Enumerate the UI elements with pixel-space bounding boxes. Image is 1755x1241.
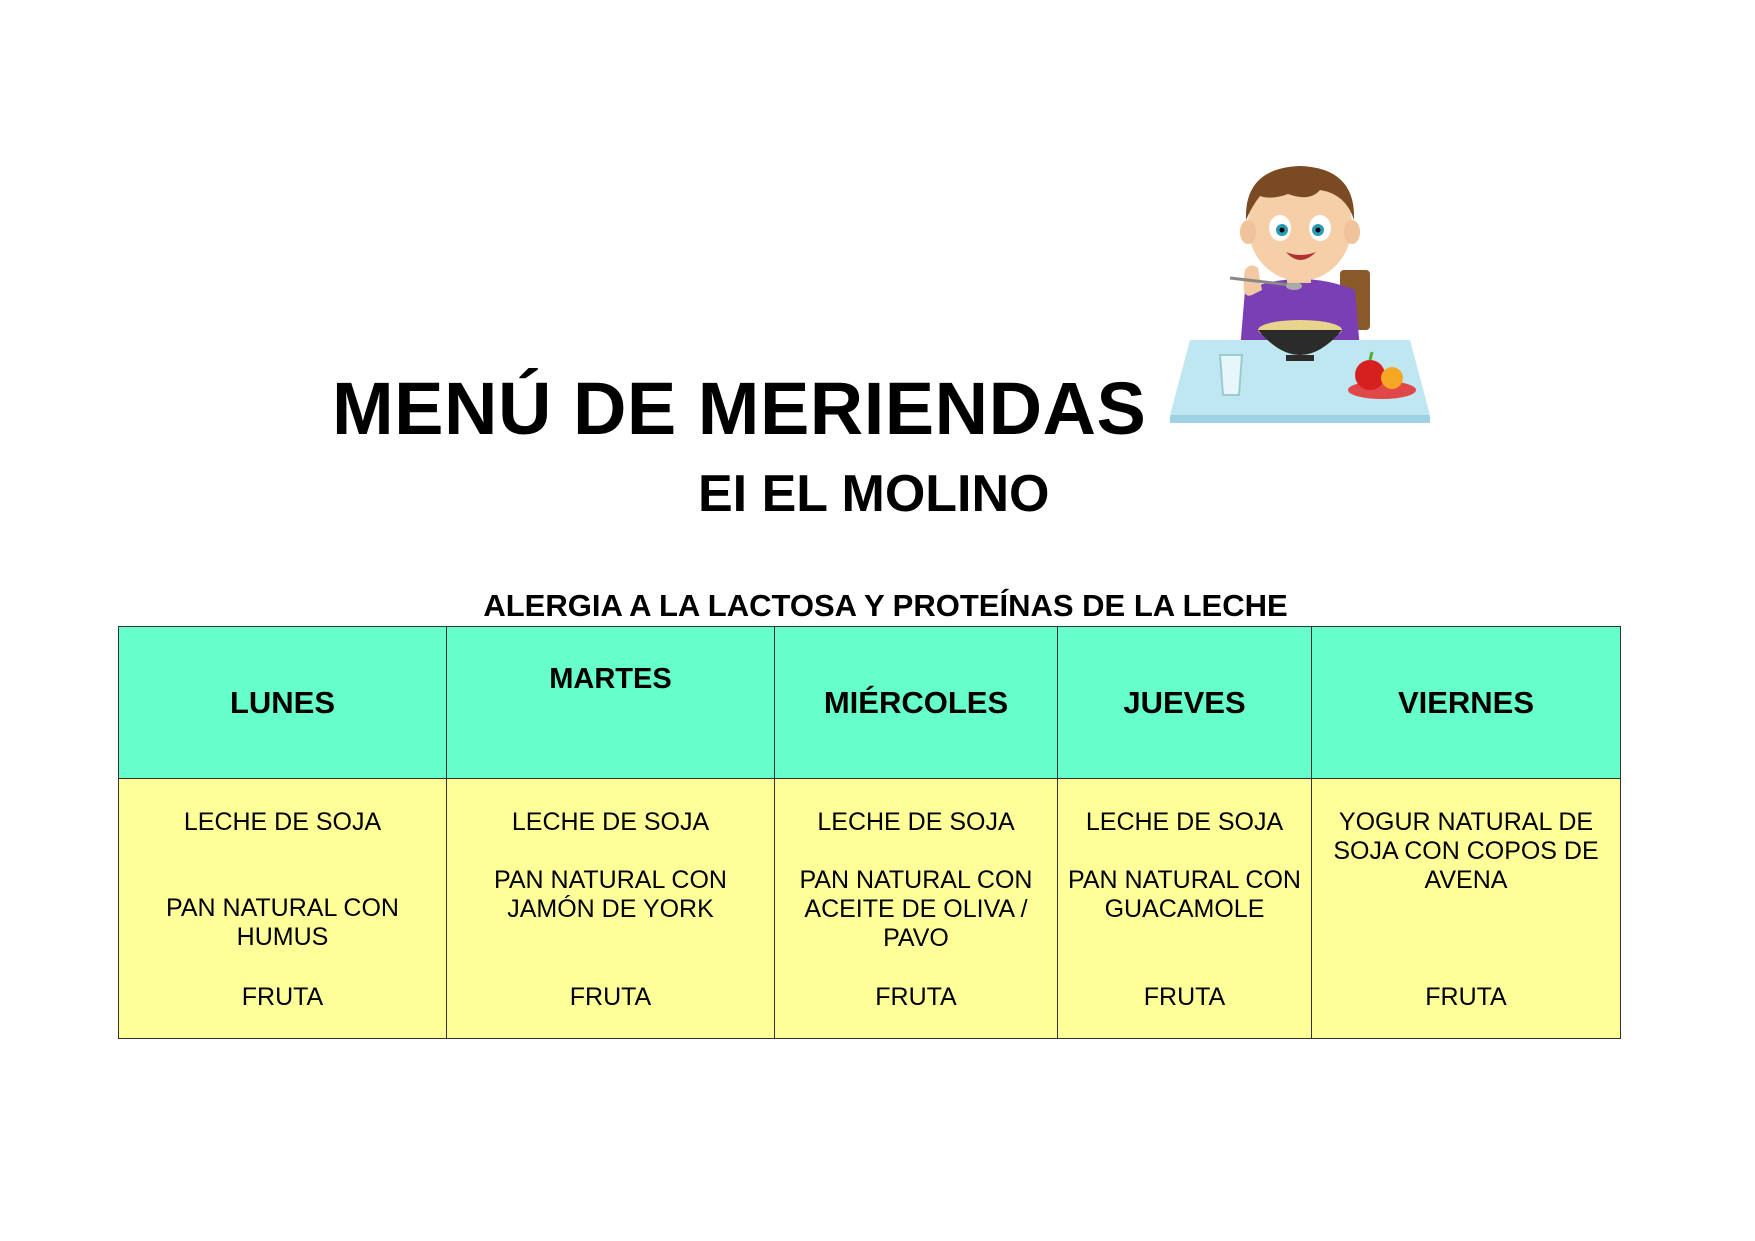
menu-item: FRUTA (569, 983, 652, 1011)
menu-item: LECHE DE SOJA (817, 808, 1015, 836)
menu-item: YOGUR NATURAL DE SOJA CON COPOS DE AVENA (1333, 808, 1599, 894)
child-eating-illustration (1160, 150, 1440, 450)
table-header-row (119, 627, 1621, 779)
menu-item: FRUTA (875, 983, 957, 1011)
menu-item: FRUTA (1143, 983, 1226, 1011)
day-cell-martes (447, 779, 775, 1039)
table-body-row (119, 779, 1621, 1039)
menu-item: PAN NATURAL CON HUMUS (166, 894, 399, 951)
day-header-viernes: VIERNES (1312, 627, 1621, 779)
day-cell-miercoles (775, 779, 1058, 1039)
day-cell-viernes (1312, 779, 1621, 1039)
day-cell-jueves (1058, 779, 1312, 1039)
menu-item: LECHE DE SOJA (511, 808, 710, 836)
snack-menu-table (118, 626, 1621, 1039)
menu-item: PAN NATURAL CON ACEITE DE OLIVA / PAVO (799, 866, 1033, 952)
school-name: EI EL MOLINO (698, 465, 1050, 523)
day-cell-lunes (119, 779, 447, 1039)
menu-item: PAN NATURAL CON JAMÓN DE YORK (494, 866, 727, 923)
day-header-lunes: LUNES (119, 627, 447, 779)
day-header-jueves: JUEVES (1058, 627, 1312, 779)
menu-item: LECHE DE SOJA (1085, 808, 1284, 836)
menu-item: LECHE DE SOJA (183, 808, 382, 836)
page-title: MENÚ DE MERIENDAS (332, 367, 1147, 450)
menu-item: FRUTA (1425, 983, 1507, 1011)
menu-item: FRUTA (241, 983, 324, 1011)
day-header-martes: MARTES (447, 627, 775, 779)
day-header-miercoles: MIÉRCOLES (775, 627, 1058, 779)
menu-item: PAN NATURAL CON GUACAMOLE (1068, 866, 1301, 923)
table-heading: ALERGIA A LA LACTOSA Y PROTEÍNAS DE LA LECHE (483, 588, 1288, 623)
